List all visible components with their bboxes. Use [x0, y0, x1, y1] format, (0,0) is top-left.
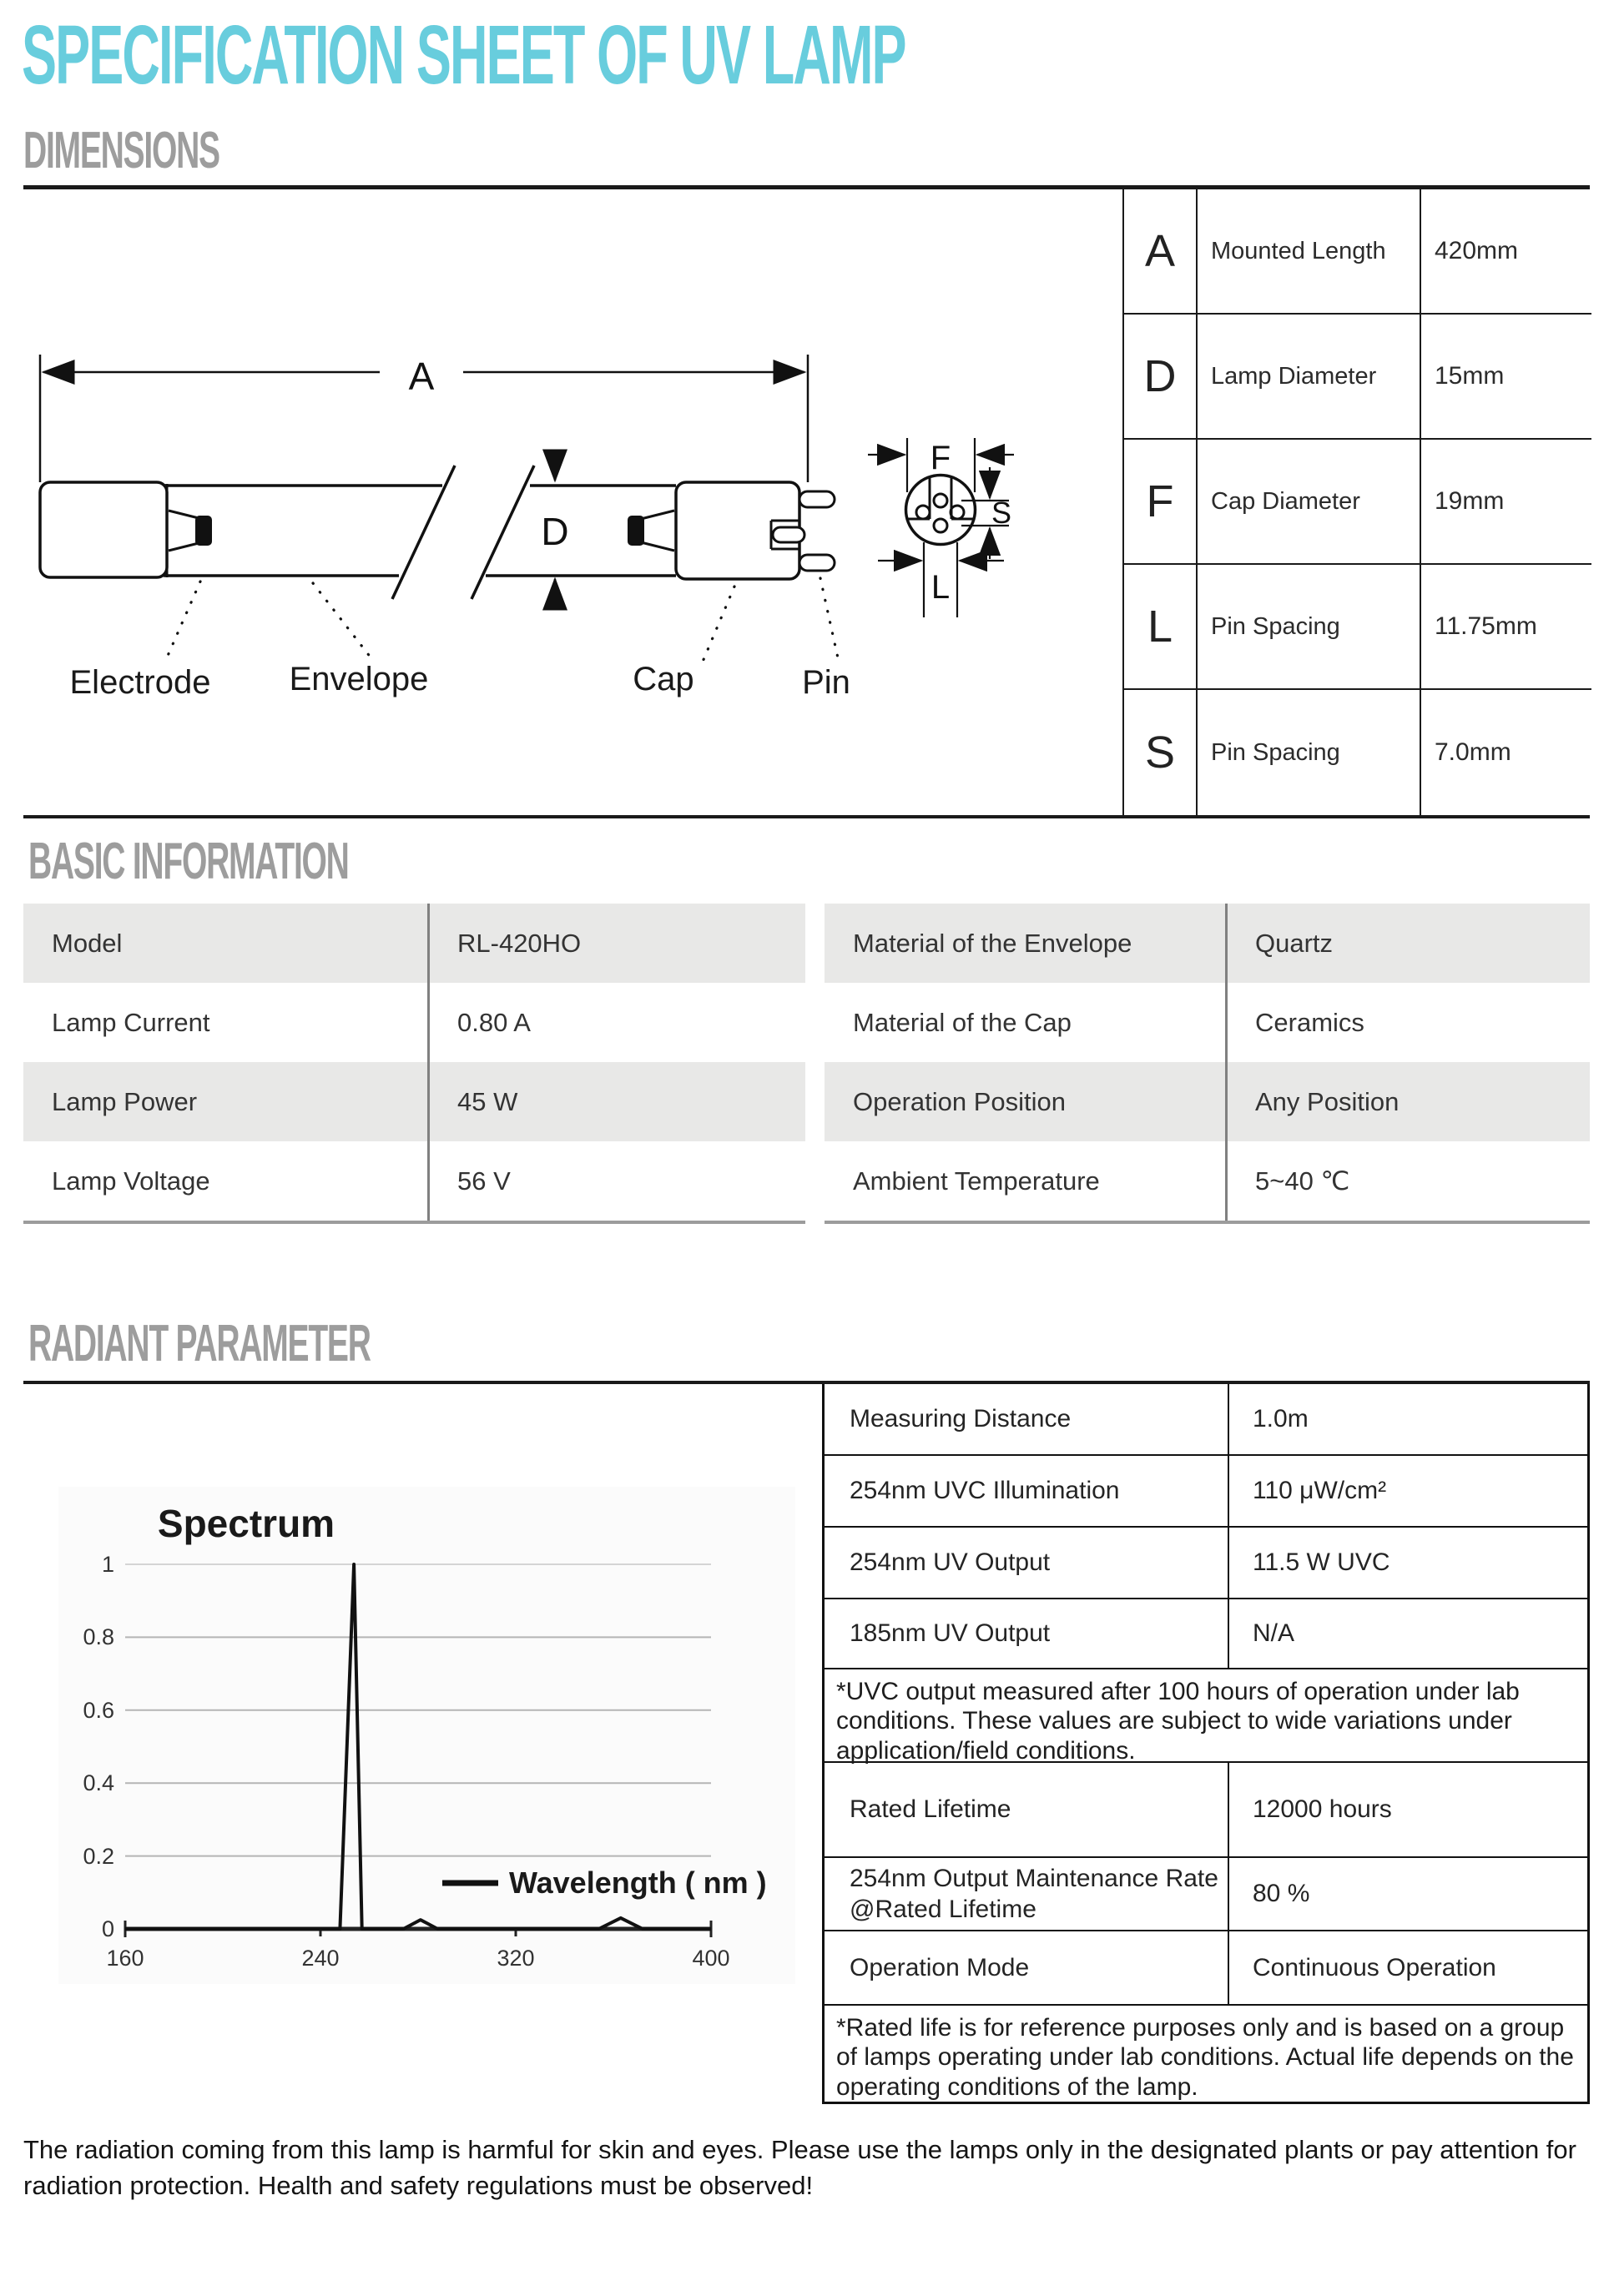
info-label: Material of the Envelope — [853, 928, 1132, 958]
cap-end-view — [906, 476, 976, 545]
dim-key: S — [1124, 690, 1198, 815]
chart-title: Spectrum — [157, 1502, 335, 1545]
rad-label: Rated Lifetime — [825, 1763, 1228, 1858]
label-d: D — [541, 510, 569, 553]
svg-text:0: 0 — [101, 1916, 114, 1941]
table-row — [825, 904, 1590, 983]
dim-key: D — [1124, 315, 1198, 440]
dim-value: 11.75mm — [1421, 565, 1591, 690]
radiant-note-rated-life: *Rated life is for reference purposes only and is based on a group of lamps operating under lab conditions. Actual life depends on the operating conditions of the lamp. — [836, 2014, 1574, 2101]
dim-key: A — [1124, 189, 1198, 315]
rad-label: Measuring Distance — [825, 1384, 1228, 1456]
info-label: Material of the Cap — [853, 1007, 1072, 1037]
rad-value: N/A — [1228, 1599, 1587, 1669]
lamp-body — [40, 466, 835, 599]
lamp-dimension-diagram — [23, 196, 1100, 813]
table-row — [23, 1141, 805, 1221]
info-value: 5~40 ℃ — [1225, 1141, 1590, 1221]
section-title-dimensions: DIMENSIONS — [23, 122, 219, 179]
info-label: Lamp Voltage — [52, 1166, 210, 1196]
info-value: Ceramics — [1225, 983, 1590, 1062]
rad-value: 12000 hours — [1228, 1763, 1587, 1858]
svg-text:160: 160 — [106, 1946, 144, 1971]
info-label: Ambient Temperature — [853, 1166, 1100, 1196]
dim-key: F — [1124, 440, 1198, 565]
table-row — [825, 1062, 1590, 1141]
info-label: Operation Position — [853, 1086, 1067, 1116]
info-value: 45 W — [427, 1062, 805, 1141]
label-f: F — [930, 440, 951, 476]
radiation-warning-text: The radiation coming from this lamp is harmful for skin and eyes. Please use the lamps only in the designated plants or pay attention for radiation protection. Health and safety regulations must be observed! — [23, 2135, 1576, 2200]
dim-value: 19mm — [1421, 440, 1591, 565]
dim-name: Pin Spacing — [1198, 690, 1421, 815]
dimensions-table — [1122, 189, 1591, 815]
info-value: Any Position — [1225, 1062, 1590, 1141]
rad-value: 11.5 W UVC — [1228, 1528, 1587, 1599]
svg-text:0.6: 0.6 — [83, 1698, 114, 1723]
info-value: 56 V — [427, 1141, 805, 1221]
table-row — [23, 1062, 805, 1141]
chart-background — [58, 1487, 795, 1984]
basic-info-table-left — [23, 904, 805, 1224]
dim-value: 7.0mm — [1435, 738, 1511, 766]
pin-bottom — [799, 555, 835, 571]
leader-lines — [164, 578, 839, 663]
dim-value: 420mm — [1421, 189, 1591, 315]
section-title-radiant-parameter: RADIANT PARAMETER — [28, 1315, 371, 1372]
dim-name: Pin Spacing — [1198, 565, 1421, 690]
svg-text:320: 320 — [497, 1946, 535, 1971]
pin-top — [799, 491, 835, 507]
electrode-right — [628, 511, 674, 551]
table-row — [23, 983, 805, 1062]
legend-label: Wavelength ( nm ) — [509, 1866, 767, 1900]
info-value: 0.80 A — [427, 983, 805, 1062]
svg-text:400: 400 — [692, 1946, 730, 1971]
info-label: Lamp Current — [52, 1007, 210, 1037]
svg-text:0.8: 0.8 — [83, 1624, 114, 1649]
radiant-parameter-table — [822, 1384, 1590, 2104]
rad-value: 1.0m — [1228, 1384, 1587, 1456]
rad-label: 254nm UVC Illumination — [825, 1456, 1228, 1528]
dim-name: Mounted Length — [1198, 189, 1421, 315]
left-cap — [40, 482, 167, 577]
label-a: A — [408, 355, 435, 398]
dim-name: Lamp Diameter — [1198, 315, 1421, 440]
divider-dimensions-bottom — [23, 815, 1590, 818]
label-pin: Pin — [802, 664, 850, 701]
rad-value: 80 % — [1228, 1858, 1587, 1931]
dim-value: 15mm — [1421, 315, 1591, 440]
svg-text:240: 240 — [301, 1946, 340, 1971]
info-value: RL-420HO — [427, 904, 805, 983]
svg-text:1: 1 — [101, 1552, 114, 1577]
basic-info-table-right — [825, 904, 1590, 1224]
info-label: Lamp Power — [52, 1086, 198, 1116]
svg-text:0.4: 0.4 — [83, 1770, 114, 1795]
label-envelope: Envelope — [289, 661, 429, 697]
rad-value: 110 μW/cm² — [1228, 1456, 1587, 1528]
label-electrode: Electrode — [69, 664, 211, 701]
label-l: L — [931, 569, 951, 606]
rad-label: 185nm UV Output — [825, 1599, 1228, 1669]
page-title: SPECIFICATION SHEET OF UV LAMP — [22, 8, 905, 102]
rad-label: 254nm UV Output — [825, 1528, 1228, 1599]
table-row — [825, 1141, 1590, 1221]
rad-label: Operation Mode — [825, 1931, 1228, 2006]
electrode-left — [169, 511, 212, 551]
info-label: Model — [52, 928, 123, 958]
rad-label: 254nm Output Maintenance Rate @Rated Lifetime — [825, 1858, 1228, 1931]
section-title-basic-information: BASIC INFORMATION — [28, 833, 349, 890]
table-row — [825, 983, 1590, 1062]
rad-value: Continuous Operation — [1228, 1931, 1587, 2006]
svg-text:0.2: 0.2 — [83, 1844, 114, 1869]
table-row — [23, 904, 805, 983]
spectrum-chart — [54, 1485, 805, 1986]
label-cap: Cap — [633, 661, 694, 697]
info-value: Quartz — [1225, 904, 1590, 983]
dim-key: L — [1124, 565, 1198, 690]
dim-name: Cap Diameter — [1198, 440, 1421, 565]
radiant-note-uvc: *UVC output measured after 100 hours of operation under lab conditions. These values are subject to wide variations under application/field conditions. — [825, 1669, 1587, 1763]
label-s: S — [991, 496, 1012, 530]
